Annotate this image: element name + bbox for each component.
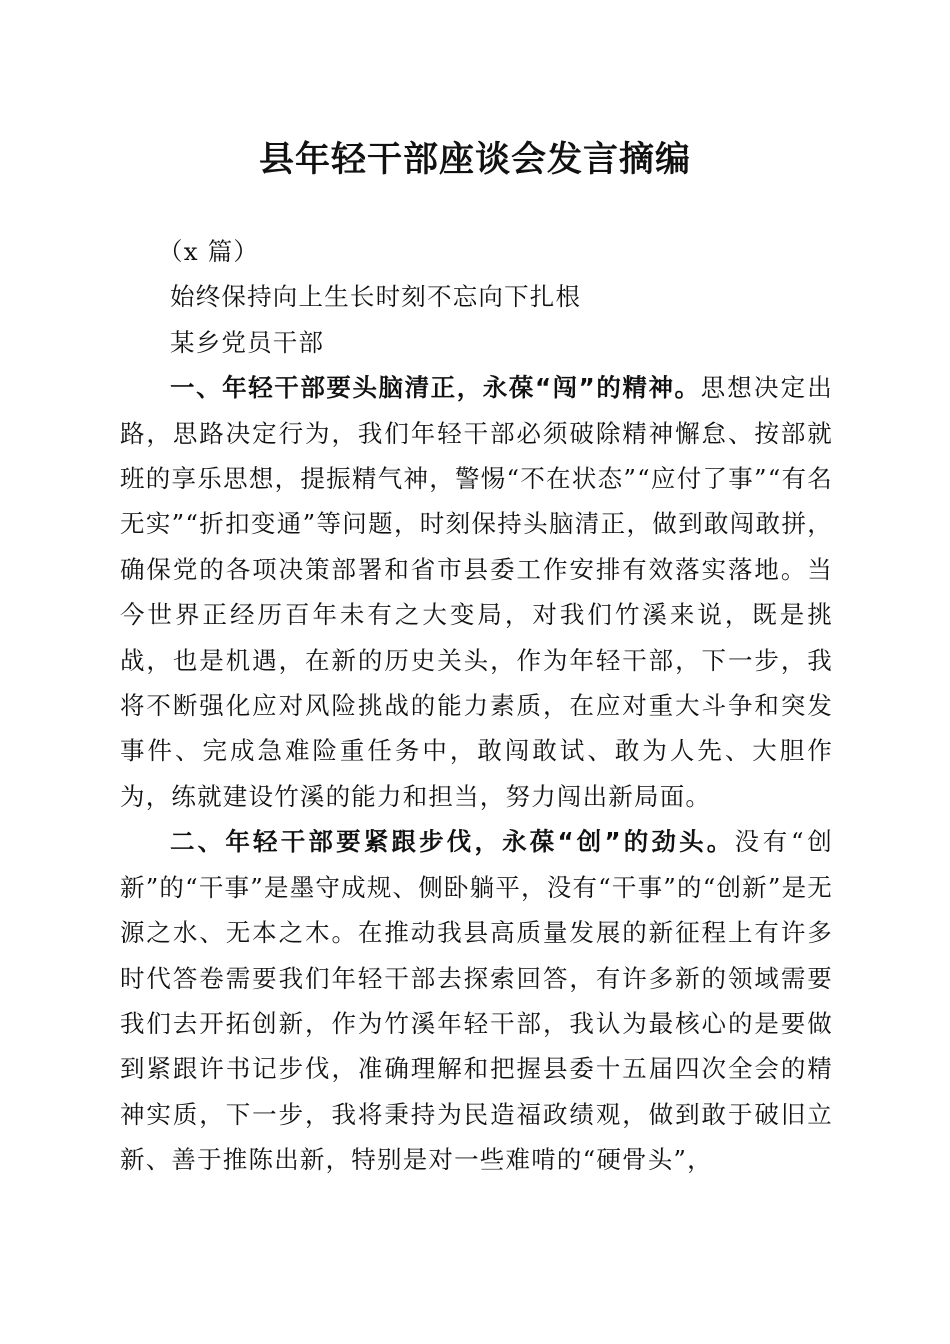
section-text-1: 思想决定出路，思路决定行为，我们年轻干部必须破除精神懈怠、按部就班的享乐思想，提振精气神，警惕“不在状态”“应付了事”“有名无实”“折扣变通”等问题，时刻保持头脑清正，做到敢闯敢拼，确保党的各项决策部署和省市县委工作安排有效落实落地。当今世界正经历百年未有之大变局，对我们竹溪来说，既是挑战，也是机遇，在新的历史关头，作为年轻干部，下一步，我将不断强化应对风险挑战的能力素质，在应对重大斗争和突发事件、完成急难险重任务中，敢闯敢试、敢为人先、大胆作为，练就建设竹溪的能力和担当，努力闯出新局面。 xyxy=(120,373,833,811)
section-text-2: 没有“创新”的“干事”是墨守成规、侧卧躺平，没有“干事”的“创新”是无源之水、无本之木。在推动我县高质量发展的新征程上有许多时代答卷需要我们年轻干部去探索回答，有许多新的领域需要我们去开拓创新，作为竹溪年轻干部，我认为最核心的是要做到紧跟许书记步伐，准确理解和把握县委十五届四次全会的精神实质，下一步，我将秉持为民造福政绩观，做到敢于破旧立新、善于推陈出新，特别是对一些难啃的“硬骨头”， xyxy=(120,827,833,1175)
article-count-tag: （x 篇） xyxy=(158,237,260,266)
section-heading-1: 一、年轻干部要头脑清正，永葆“闯”的精神。 xyxy=(170,373,701,403)
document-title: 县年轻干部座谈会发言摘编 xyxy=(258,139,691,180)
section-paragraph-1 xyxy=(120,365,833,819)
speaker-name: 某乡党员干部 xyxy=(170,327,325,357)
document-body xyxy=(120,229,833,1183)
section-paragraph-2 xyxy=(120,819,833,1182)
section-heading-2: 二、年轻干部要紧跟步伐，永葆“创”的劲头。 xyxy=(170,827,735,857)
speech-subtitle: 始终保持向上生长时刻不忘向下扎根 xyxy=(170,282,582,312)
